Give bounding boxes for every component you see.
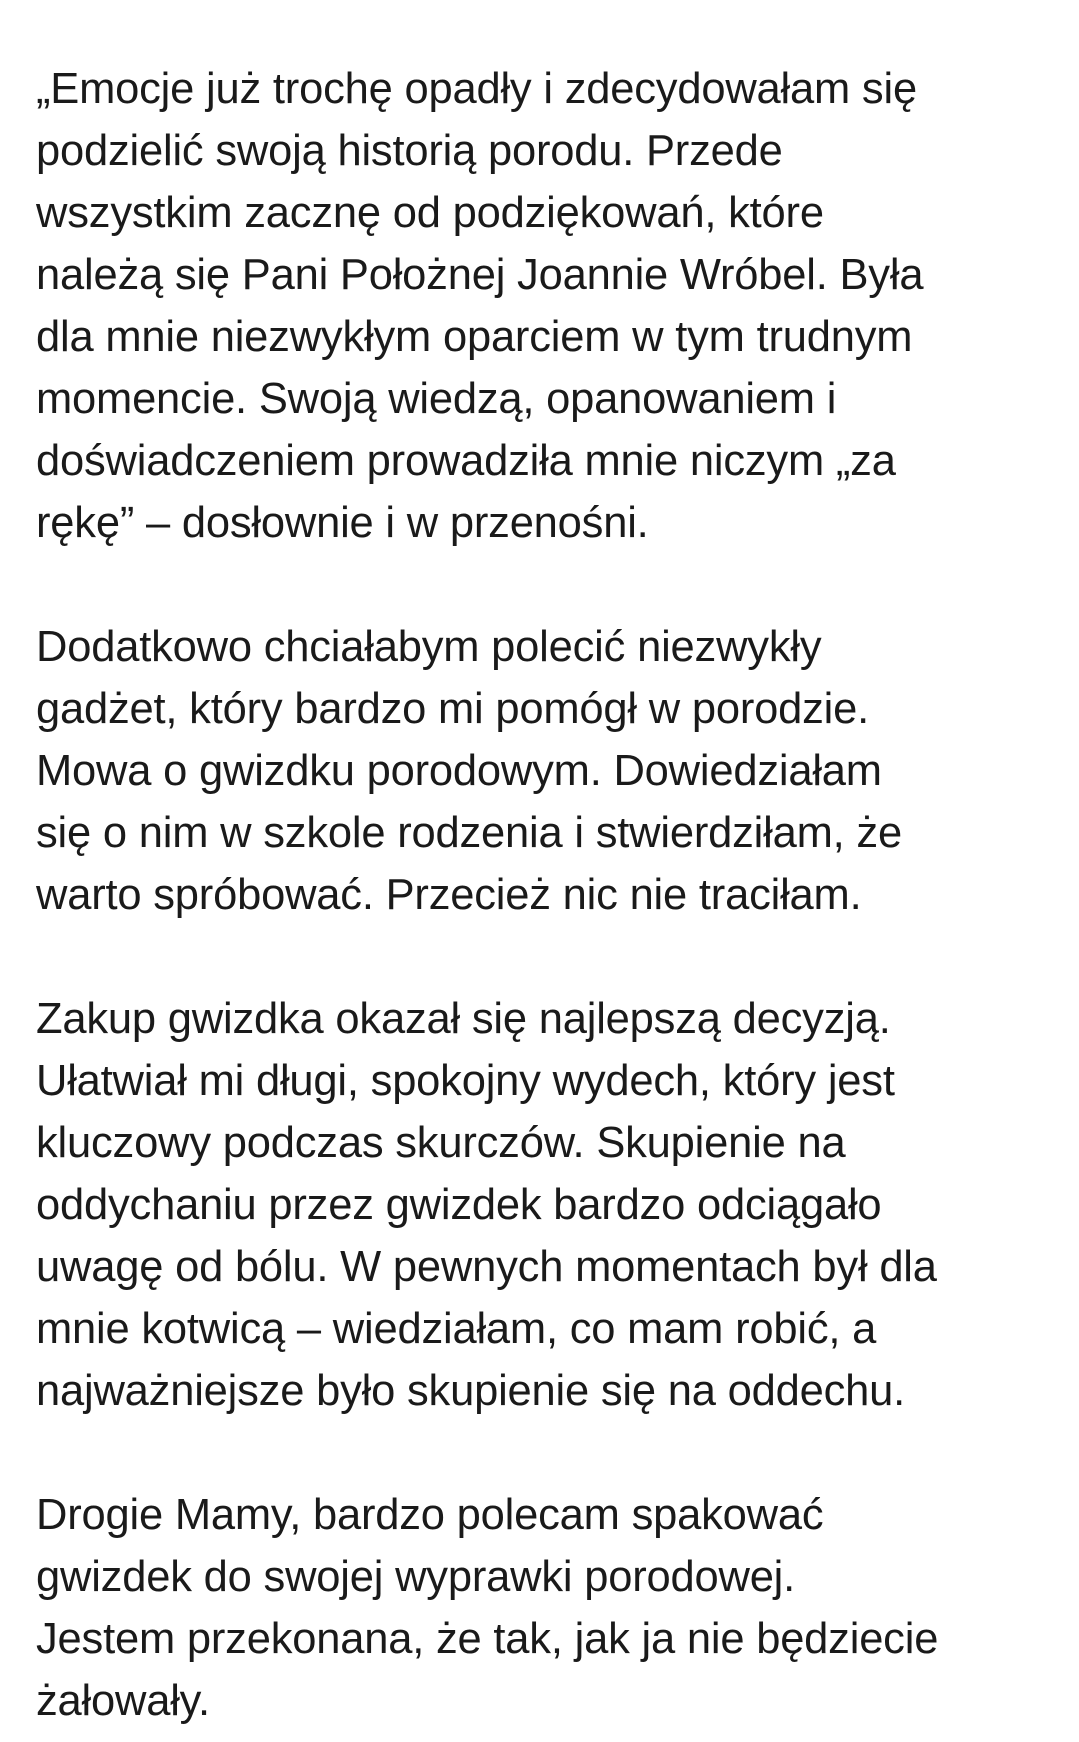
article-body bbox=[36, 58, 1056, 1732]
paragraph-whistle-recommendation: Dodatkowo chciałabym polecić niezwykły gadżet, który bardzo mi pomógł w porodzie. Mowa o gwizdku porodowym. Dowiedziałam się o nim w szkole rodzenia i stwierdziłam, że warto spróbować. Przecież nic nie traciłam. bbox=[36, 623, 902, 919]
paragraph-whistle-experience: Zakup gwizdka okazał się najlepszą decyzją. Ułatwiał mi długi, spokojny wydech, który jest kluczowy podczas skurczów. Skupienie na oddychaniu przez gwizdek bardzo odciągało uwagę od bólu. W pewnych momentach był dla mnie kotwicą – wiedziałam, co mam robić, a najważniejsze było skupienie się na oddechu. bbox=[36, 995, 937, 1415]
paragraph-birth-story: „Emocje już trochę opadły i zdecydowałam się podzielić swoją historią porodu. Przede wszystkim zacznę od podziękowań, które należą się Pani Położnej Joannie Wróbel. Była dla mnie niezwykłym oparciem w tym trudnym momencie. Swoją wiedzą, opanowaniem i doświadczeniem prowadziła mnie niczym „za rękę” – dosłownie i w przenośni. bbox=[36, 65, 924, 547]
paragraph-closing-advice: Drogie Mamy, bardzo polecam spakować gwizdek do swojej wyprawki porodowej. Jestem przekonana, że tak, jak ja nie będziecie żałowały. bbox=[36, 1491, 939, 1725]
